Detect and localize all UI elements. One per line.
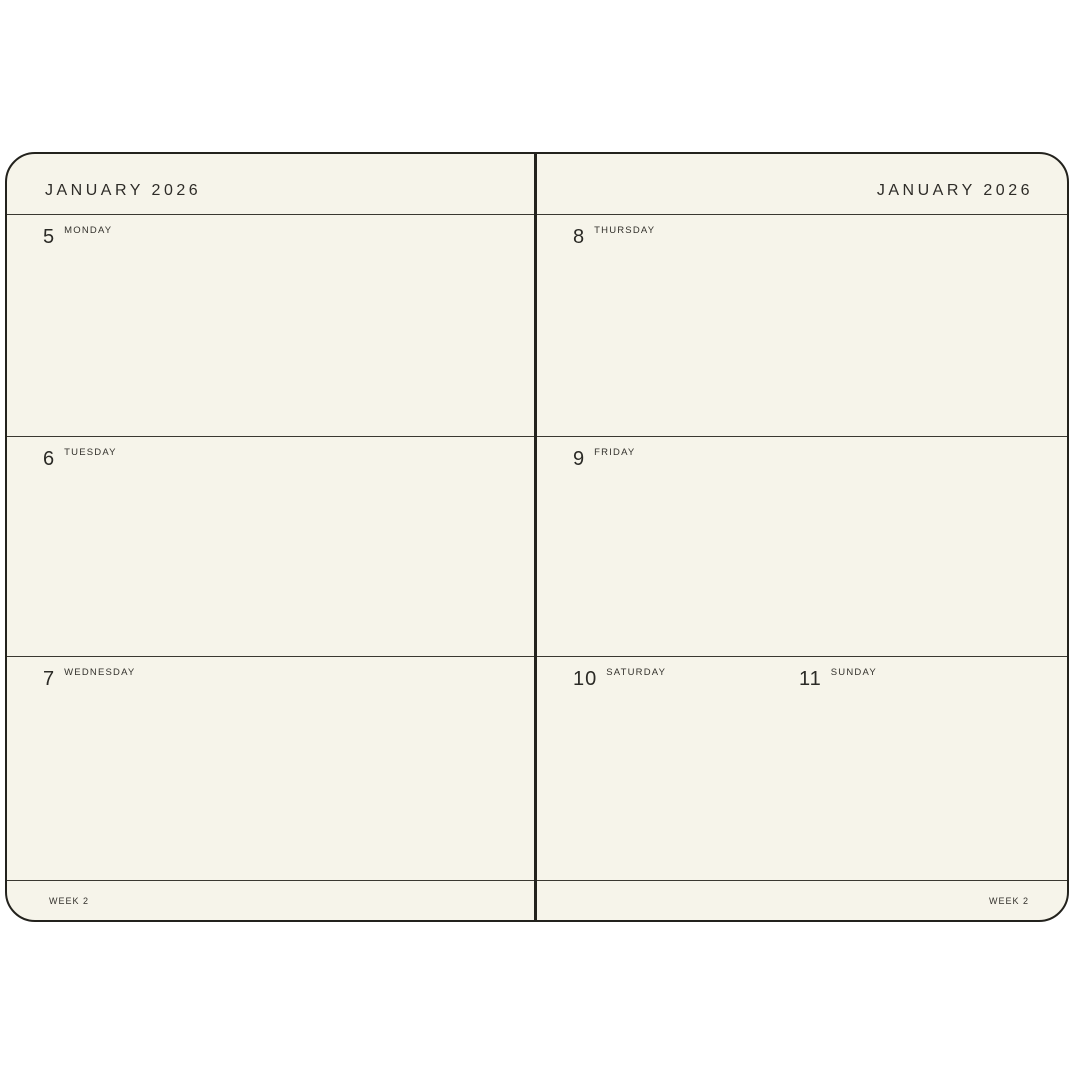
day-name: FRIDAY <box>594 447 636 458</box>
day-cell-wednesday <box>7 657 534 881</box>
month-year-label: JANUARY 2026 <box>876 182 1033 199</box>
day-label <box>43 669 534 689</box>
day-number: 11 <box>799 668 822 690</box>
day-label <box>573 449 1067 469</box>
left-page-footer <box>7 881 534 920</box>
week-number-label: WEEK 2 <box>49 896 90 906</box>
right-page-footer <box>537 881 1067 920</box>
day-number: 9 <box>573 448 586 470</box>
day-label <box>43 449 534 469</box>
day-name: TUESDAY <box>64 447 117 458</box>
day-name: WEDNESDAY <box>64 667 136 678</box>
day-number: 6 <box>43 448 56 470</box>
day-cell-thursday <box>537 215 1067 437</box>
week-number-label: WEEK 2 <box>988 896 1029 906</box>
day-cell-saturday-sunday <box>537 657 1067 881</box>
day-number: 5 <box>43 226 56 248</box>
left-page <box>7 154 537 920</box>
day-cell-friday <box>537 437 1067 657</box>
day-cell-monday <box>7 215 534 437</box>
right-page-header <box>537 154 1067 215</box>
day-name: MONDAY <box>64 225 113 236</box>
day-name: SATURDAY <box>606 667 667 678</box>
month-year-label: JANUARY 2026 <box>45 182 202 199</box>
day-cell-tuesday <box>7 437 534 657</box>
day-number: 7 <box>43 668 56 690</box>
day-number: 10 <box>573 668 598 690</box>
sunday-label <box>799 669 877 689</box>
day-label <box>43 227 534 247</box>
planner-weekly-spread <box>5 152 1069 922</box>
left-page-header <box>7 154 534 215</box>
day-label <box>573 227 1067 247</box>
day-name: THURSDAY <box>594 225 656 236</box>
day-number: 8 <box>573 226 586 248</box>
right-page <box>537 154 1067 920</box>
day-name: SUNDAY <box>830 667 877 678</box>
